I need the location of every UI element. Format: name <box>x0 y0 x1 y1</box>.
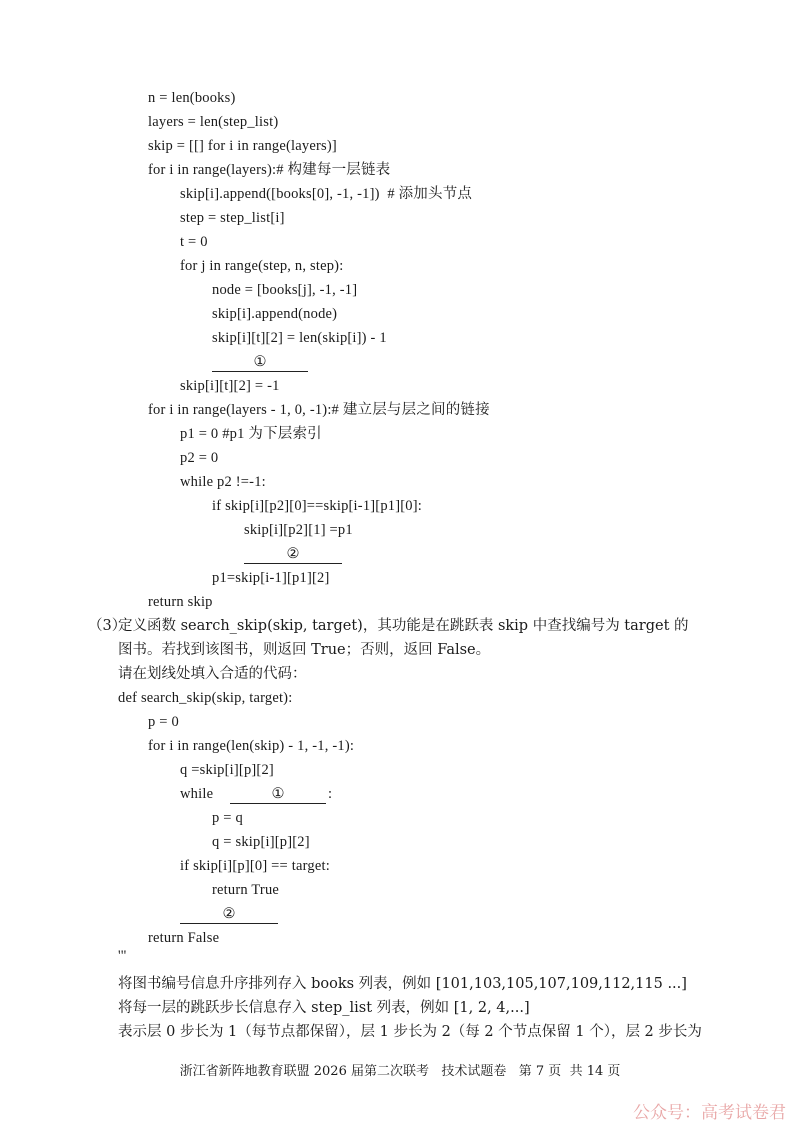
question-instruction: 请在划线处填入合适的代码： <box>118 666 307 682</box>
answer-blank-4[interactable]: ② <box>180 904 278 924</box>
paragraph-line: 表示层 0 步长为 1（每节点都保留），层 1 步长为 2（每 2 个节点保留 1 个），层 2 步长为 <box>118 1024 702 1040</box>
code-line: : <box>328 786 333 802</box>
code-line: return True <box>212 882 280 898</box>
code-line: return skip <box>148 594 213 610</box>
code-line: p1=skip[i-1][p1][2] <box>212 570 330 586</box>
code-line: p2 = 0 <box>180 450 219 466</box>
code-line: skip[i][t][2] = len(skip[i]) - 1 <box>212 330 387 346</box>
code-line: n = len(books) <box>148 90 236 106</box>
code-line: skip = [[] for i in range(layers)] <box>148 138 337 154</box>
watermark: 公众号：高考试卷君 <box>633 1103 786 1123</box>
code-line: for i in range(layers - 1, 0, -1):# 建立层与层之间的链接 <box>148 402 490 418</box>
code-line: if skip[i][p][0] == target: <box>180 858 330 874</box>
code-line: layers = len(step_list) <box>148 114 279 130</box>
code-line: while <box>180 786 214 802</box>
code-line: p1 = 0 #p1 为下层索引 <box>180 426 322 442</box>
code-line: while p2 !=-1: <box>180 474 266 490</box>
code-line: def search_skip(skip, target): <box>118 690 293 706</box>
paragraph-line: 将图书编号信息升序排列存入 books 列表，例如 [101,103,105,107,109,112,115 ...] <box>118 976 687 992</box>
code-line: if skip[i][p2][0]==skip[i-1][p1][0]: <box>212 498 422 514</box>
question-description: 图书。若找到该图书，则返回 True；否则，返回 False。 <box>118 642 491 658</box>
question-number: （3） <box>88 618 127 634</box>
code-line: p = q <box>212 810 243 826</box>
code-line: skip[i].append(node) <box>212 306 338 322</box>
code-line: t = 0 <box>180 234 208 250</box>
page-footer: 浙江省新阵地教育联盟 2026 届第二次联考 技术试题卷 第 7 页 共 14 页 <box>179 1064 621 1079</box>
code-line: q = skip[i][p][2] <box>212 834 310 850</box>
code-line: step = step_list[i] <box>180 210 285 226</box>
code-line: q =skip[i][p][2] <box>180 762 274 778</box>
answer-blank-1[interactable]: ① <box>212 352 308 372</box>
code-line: node = [books[j], -1, -1] <box>212 282 358 298</box>
code-line: for i in range(layers):# 构建每一层链表 <box>148 162 391 178</box>
code-line: return False <box>148 930 220 946</box>
code-line: for i in range(len(skip) - 1, -1, -1): <box>148 738 355 754</box>
code-line: skip[i].append([books[0], -1, -1]) # 添加头节点 <box>180 186 473 202</box>
paragraph-line: 将每一层的跳跃步长信息存入 step_list 列表，例如 [1, 2, 4,...] <box>118 1000 530 1016</box>
question-description: 定义函数 search_skip(skip, target)，其功能是在跳跃表 skip 中查找编号为 target 的 <box>118 618 689 634</box>
code-line: p = 0 <box>148 714 179 730</box>
code-line: ''' <box>118 948 127 964</box>
code-line: for j in range(step, n, step): <box>180 258 344 274</box>
answer-blank-3[interactable]: ① <box>230 784 326 804</box>
code-line: skip[i][t][2] = -1 <box>180 378 280 394</box>
code-line: skip[i][p2][1] =p1 <box>244 522 353 538</box>
answer-blank-2[interactable]: ② <box>244 544 342 564</box>
